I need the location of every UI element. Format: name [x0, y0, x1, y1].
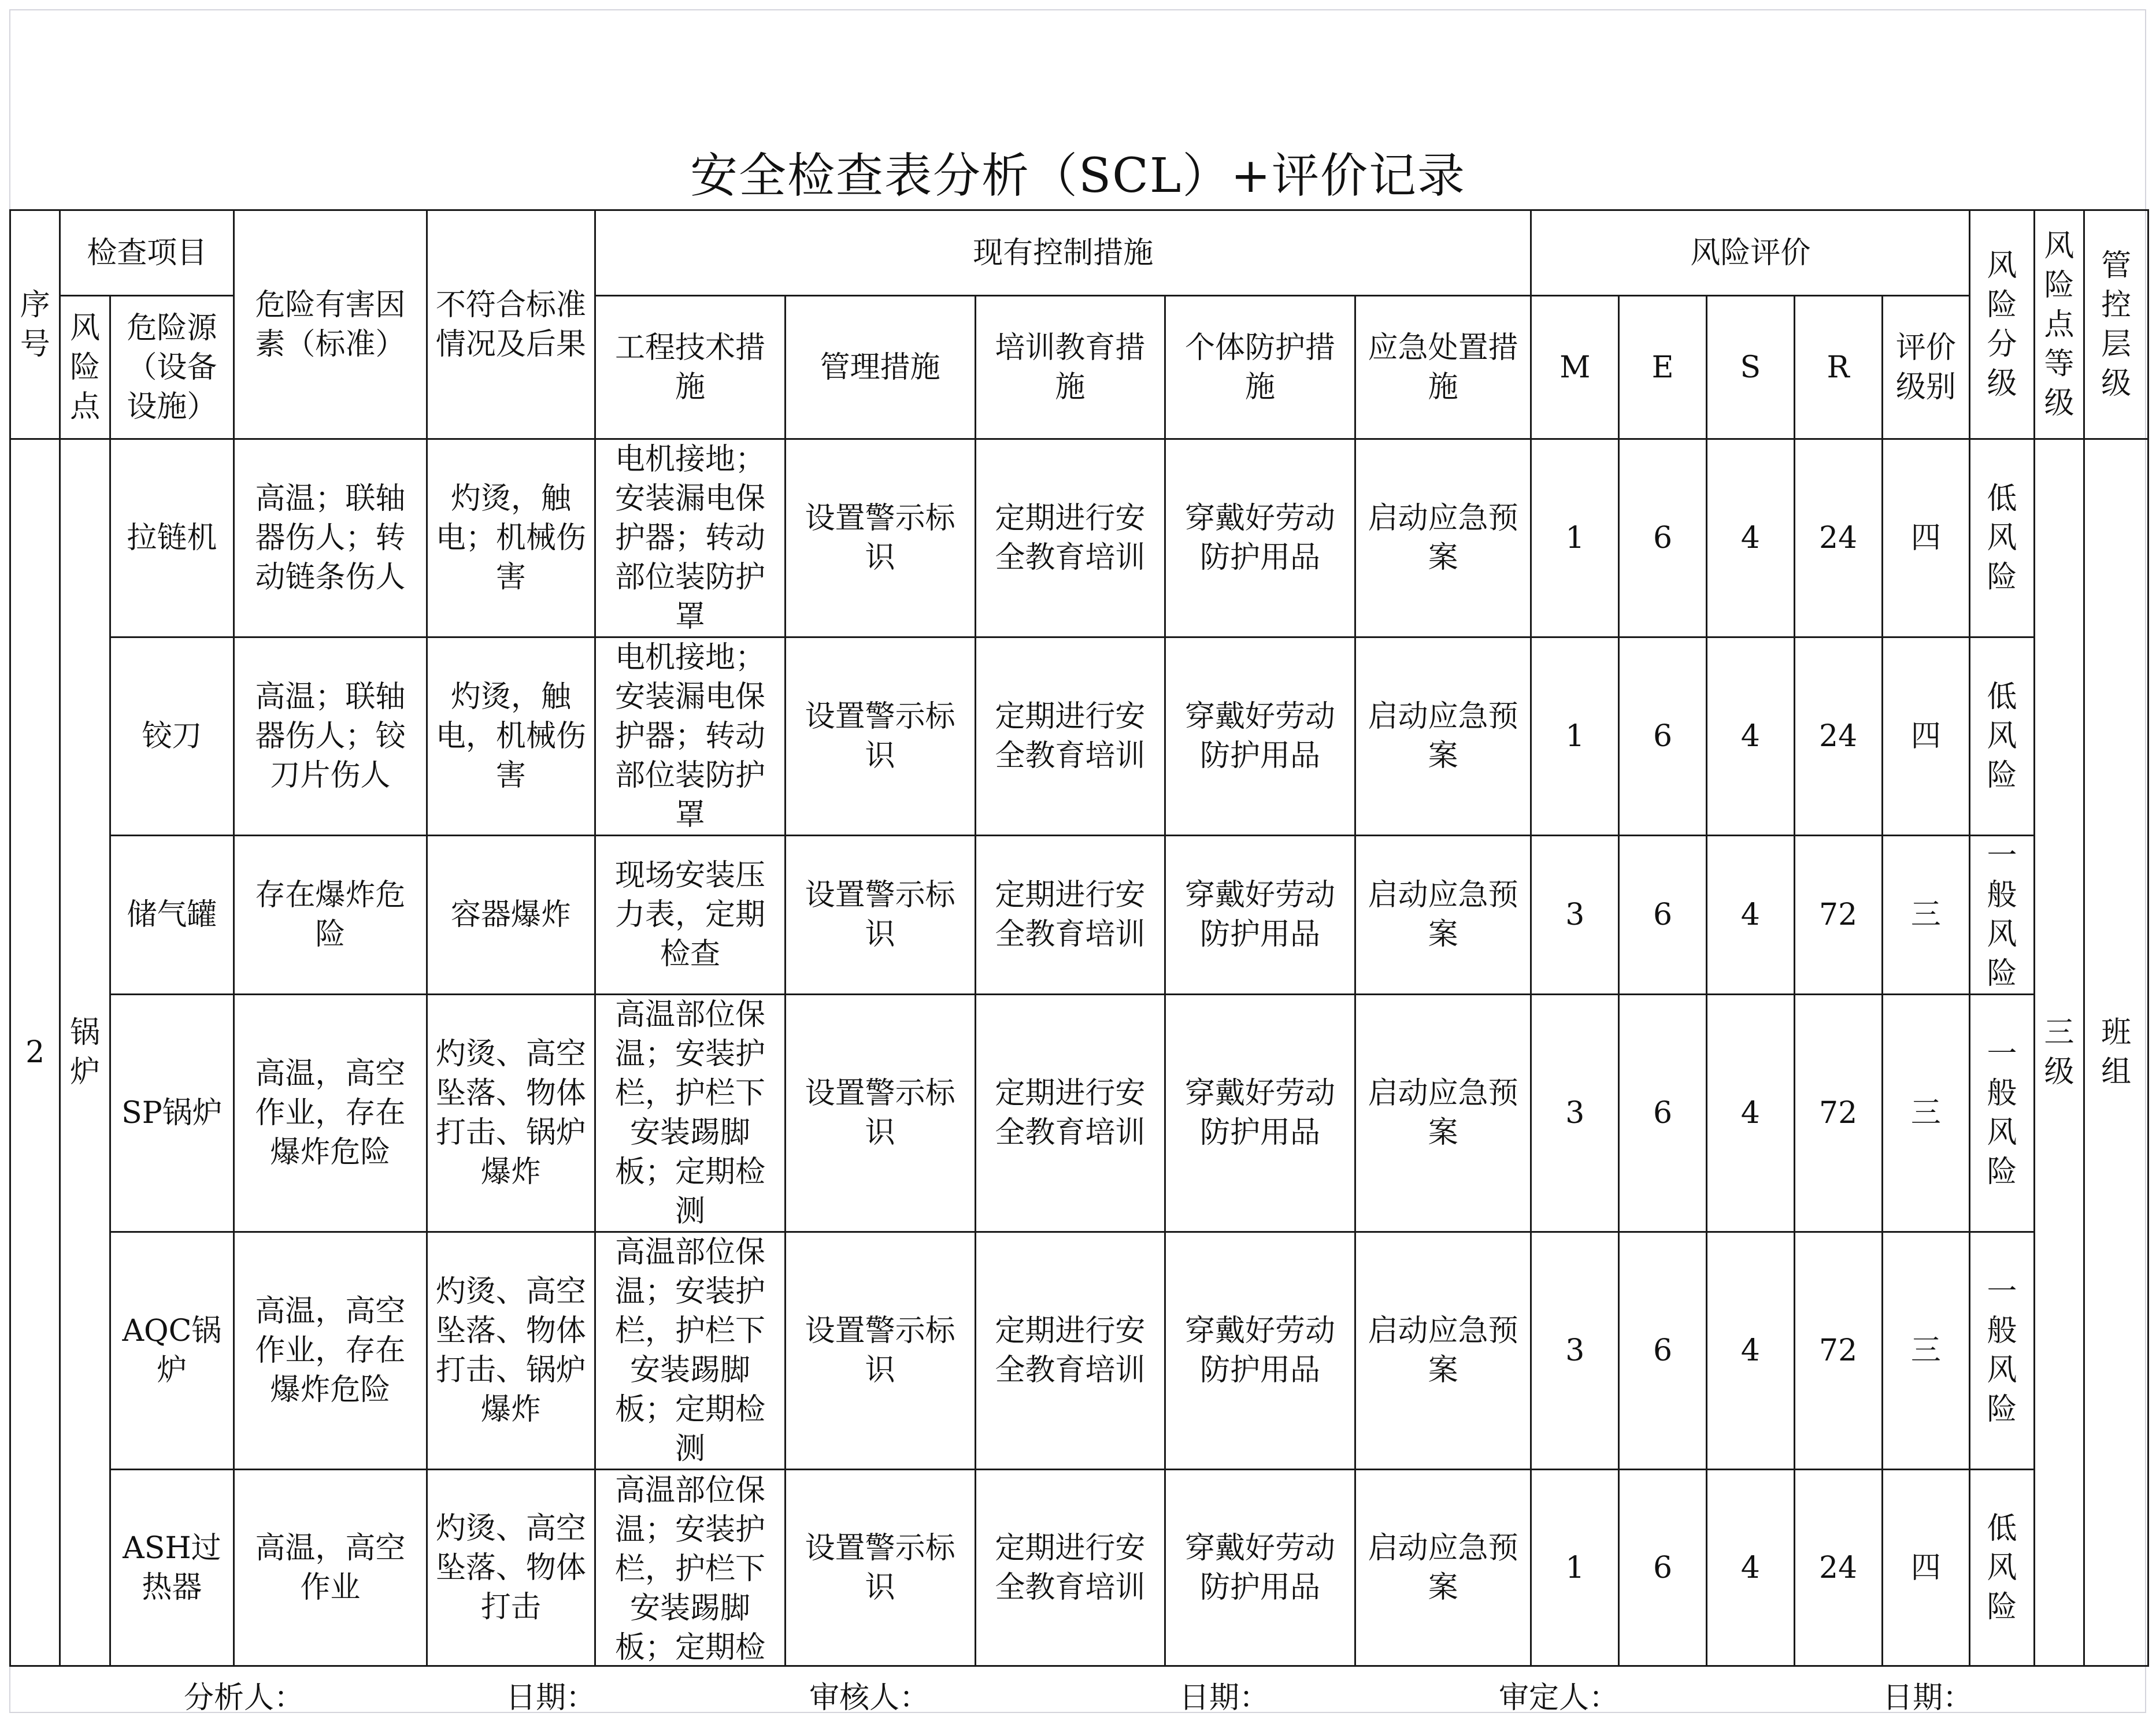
footer-reviewer: 审核人：	[809, 1681, 930, 1715]
hazard-source-cell: AQC锅炉	[110, 1232, 234, 1470]
e-cell: 6	[1619, 439, 1707, 637]
risk-grade-cell: 低风险	[1970, 439, 2035, 637]
hazard-factor-cell: 高温；联轴器伤人；转动链条伤人	[234, 439, 427, 637]
header-mgmt: 管理措施	[785, 296, 975, 439]
table-row	[10, 637, 2148, 836]
s-cell: 4	[1706, 439, 1794, 637]
ppe-measure-cell: 穿戴好劳动防护用品	[1165, 1470, 1355, 1666]
footer-date-1: 日期：	[506, 1681, 597, 1715]
eng-measure-cell: 现场安装压力表，定期检查	[595, 836, 786, 995]
header-seq: 序号	[10, 210, 60, 439]
emergency-measure-cell: 启动应急预案	[1355, 439, 1531, 637]
eng-measure-cell: 高温部位保温；安装护栏，护栏下安装踢脚板；定期检测	[595, 995, 786, 1232]
mgmt-measure-cell: 设置警示标识	[785, 1232, 975, 1470]
hazard-source-cell: 储气罐	[110, 836, 234, 995]
training-measure-cell: 定期进行安全教育培训	[975, 1470, 1165, 1666]
hazard-source-cell: 铰刀	[110, 637, 234, 836]
training-measure-cell: 定期进行安全教育培训	[975, 637, 1165, 836]
table-row	[10, 995, 2148, 1232]
header-eval-level: 评价级别	[1882, 296, 1970, 439]
hazard-factor-cell: 高温，高空作业，存在爆炸危险	[234, 995, 427, 1232]
header-training: 培训教育措施	[975, 296, 1165, 439]
eng-measure-cell: 电机接地；安装漏电保护器；转动部位装防护罩	[595, 637, 786, 836]
emergency-measure-cell: 启动应急预案	[1355, 995, 1531, 1232]
footer-date-3: 日期：	[1883, 1681, 1973, 1715]
emergency-measure-cell: 启动应急预案	[1355, 1232, 1531, 1470]
eval-level-cell: 四	[1882, 1470, 1970, 1666]
header-hazard-factor: 危险有害因素（标准）	[234, 210, 427, 439]
training-measure-cell: 定期进行安全教育培训	[975, 836, 1165, 995]
ppe-measure-cell: 穿戴好劳动防护用品	[1165, 1232, 1355, 1470]
ppe-measure-cell: 穿戴好劳动防护用品	[1165, 637, 1355, 836]
r-cell: 72	[1794, 1232, 1882, 1470]
m-cell: 3	[1531, 995, 1619, 1232]
m-cell: 1	[1531, 637, 1619, 836]
table-row	[10, 1470, 2148, 1666]
hazard-source-cell: ASH过热器	[110, 1470, 234, 1666]
r-cell: 72	[1794, 995, 1882, 1232]
header-row-1	[10, 210, 2148, 296]
s-cell: 4	[1706, 995, 1794, 1232]
r-cell: 24	[1794, 1470, 1882, 1666]
header-m: M	[1531, 296, 1619, 439]
s-cell: 4	[1706, 637, 1794, 836]
header-check-item: 检查项目	[60, 210, 234, 296]
ppe-measure-cell: 穿戴好劳动防护用品	[1165, 836, 1355, 995]
emergency-measure-cell: 启动应急预案	[1355, 836, 1531, 995]
header-s: S	[1706, 296, 1794, 439]
point-grade-cell: 三级	[2034, 439, 2084, 1666]
m-cell: 3	[1531, 1232, 1619, 1470]
hazard-factor-cell: 存在爆炸危险	[234, 836, 427, 995]
header-e: E	[1619, 296, 1707, 439]
header-hazard-source: 危险源（设备设施）	[110, 296, 234, 439]
e-cell: 6	[1619, 637, 1707, 836]
page-title: 安全检查表分析（SCL）+评价记录	[690, 149, 1466, 203]
ppe-measure-cell: 穿戴好劳动防护用品	[1165, 995, 1355, 1232]
hazard-factor-cell: 高温，高空作业，存在爆炸危险	[234, 1232, 427, 1470]
consequence-cell: 灼烫，触电，机械伤害	[427, 637, 595, 836]
training-measure-cell: 定期进行安全教育培训	[975, 995, 1165, 1232]
risk-grade-cell: 一般风险	[1970, 995, 2035, 1232]
e-cell: 6	[1619, 995, 1707, 1232]
r-cell: 72	[1794, 836, 1882, 995]
mgmt-measure-cell: 设置警示标识	[785, 637, 975, 836]
ppe-measure-cell: 穿戴好劳动防护用品	[1165, 439, 1355, 637]
risk-grade-cell: 一般风险	[1970, 836, 2035, 995]
m-cell: 1	[1531, 439, 1619, 637]
control-level-cell: 班组	[2084, 439, 2148, 1666]
mgmt-measure-cell: 设置警示标识	[785, 836, 975, 995]
footer-analyst: 分析人：	[184, 1681, 305, 1715]
risk-point-cell: 锅炉	[60, 439, 110, 1666]
mgmt-measure-cell: 设置警示标识	[785, 995, 975, 1232]
consequence-cell: 灼烫、高空坠落、物体打击、锅炉爆炸	[427, 995, 595, 1232]
s-cell: 4	[1706, 1470, 1794, 1666]
table-row	[10, 1232, 2148, 1470]
r-cell: 24	[1794, 637, 1882, 836]
mgmt-measure-cell: 设置警示标识	[785, 439, 975, 637]
seq-cell: 2	[10, 439, 60, 1666]
header-controls: 现有控制措施	[595, 210, 1531, 296]
header-eng: 工程技术措施	[595, 296, 786, 439]
risk-grade-cell: 低风险	[1970, 1470, 2035, 1666]
eng-measure-cell: 高温部位保温；安装护栏，护栏下安装踢脚板；定期检测	[595, 1232, 786, 1470]
header-risk-grade: 风险分级	[1970, 210, 2035, 439]
emergency-measure-cell: 启动应急预案	[1355, 637, 1531, 836]
m-cell: 3	[1531, 836, 1619, 995]
footer-date-2: 日期：	[1179, 1681, 1270, 1715]
eval-level-cell: 三	[1882, 1232, 1970, 1470]
consequence-cell: 灼烫、高空坠落、物体打击、锅炉爆炸	[427, 1232, 595, 1470]
table-row	[10, 836, 2148, 995]
m-cell: 1	[1531, 1470, 1619, 1666]
footer-approver: 审定人：	[1499, 1681, 1620, 1715]
header-risk-eval: 风险评价	[1531, 210, 1970, 296]
header-ppe: 个体防护措施	[1165, 296, 1355, 439]
hazard-source-cell: 拉链机	[110, 439, 234, 637]
header-risk-point: 风险点	[60, 296, 110, 439]
r-cell: 24	[1794, 439, 1882, 637]
table-row	[10, 439, 2148, 637]
s-cell: 4	[1706, 836, 1794, 995]
e-cell: 6	[1619, 1232, 1707, 1470]
hazard-factor-cell: 高温；联轴器伤人；铰刀片伤人	[234, 637, 427, 836]
risk-grade-cell: 低风险	[1970, 637, 2035, 836]
hazard-source-cell: SP锅炉	[110, 995, 234, 1232]
consequence-cell: 容器爆炸	[427, 836, 595, 995]
eng-measure-cell	[595, 1470, 786, 1666]
consequence-cell: 灼烫，触电；机械伤害	[427, 439, 595, 637]
s-cell: 4	[1706, 1232, 1794, 1470]
header-r: R	[1794, 296, 1882, 439]
consequence-cell: 灼烫、高空坠落、物体打击	[427, 1470, 595, 1666]
eval-level-cell: 四	[1882, 439, 1970, 637]
risk-grade-cell: 一般风险	[1970, 1232, 2035, 1470]
header-point-grade: 风险点等级	[2034, 210, 2084, 439]
e-cell: 6	[1619, 836, 1707, 995]
header-control-level: 管控层级	[2084, 210, 2148, 439]
training-measure-cell: 定期进行安全教育培训	[975, 1232, 1165, 1470]
eval-level-cell: 四	[1882, 637, 1970, 836]
training-measure-cell: 定期进行安全教育培训	[975, 439, 1165, 637]
header-emergency: 应急处置措施	[1355, 296, 1531, 439]
scl-table	[9, 209, 2149, 1667]
e-cell: 6	[1619, 1470, 1707, 1666]
eng-measure-text: 高温部位保温；安装护栏，护栏下安装踢脚板；定期检	[615, 1473, 766, 1665]
mgmt-measure-cell: 设置警示标识	[785, 1470, 975, 1666]
hazard-factor-cell: 高温，高空作业	[234, 1470, 427, 1666]
emergency-measure-cell: 启动应急预案	[1355, 1470, 1531, 1666]
header-nonconformity: 不符合标准情况及后果	[427, 210, 595, 439]
eng-measure-cell: 电机接地；安装漏电保护器；转动部位装防护罩	[595, 439, 786, 637]
eval-level-cell: 三	[1882, 836, 1970, 995]
eval-level-cell: 三	[1882, 995, 1970, 1232]
